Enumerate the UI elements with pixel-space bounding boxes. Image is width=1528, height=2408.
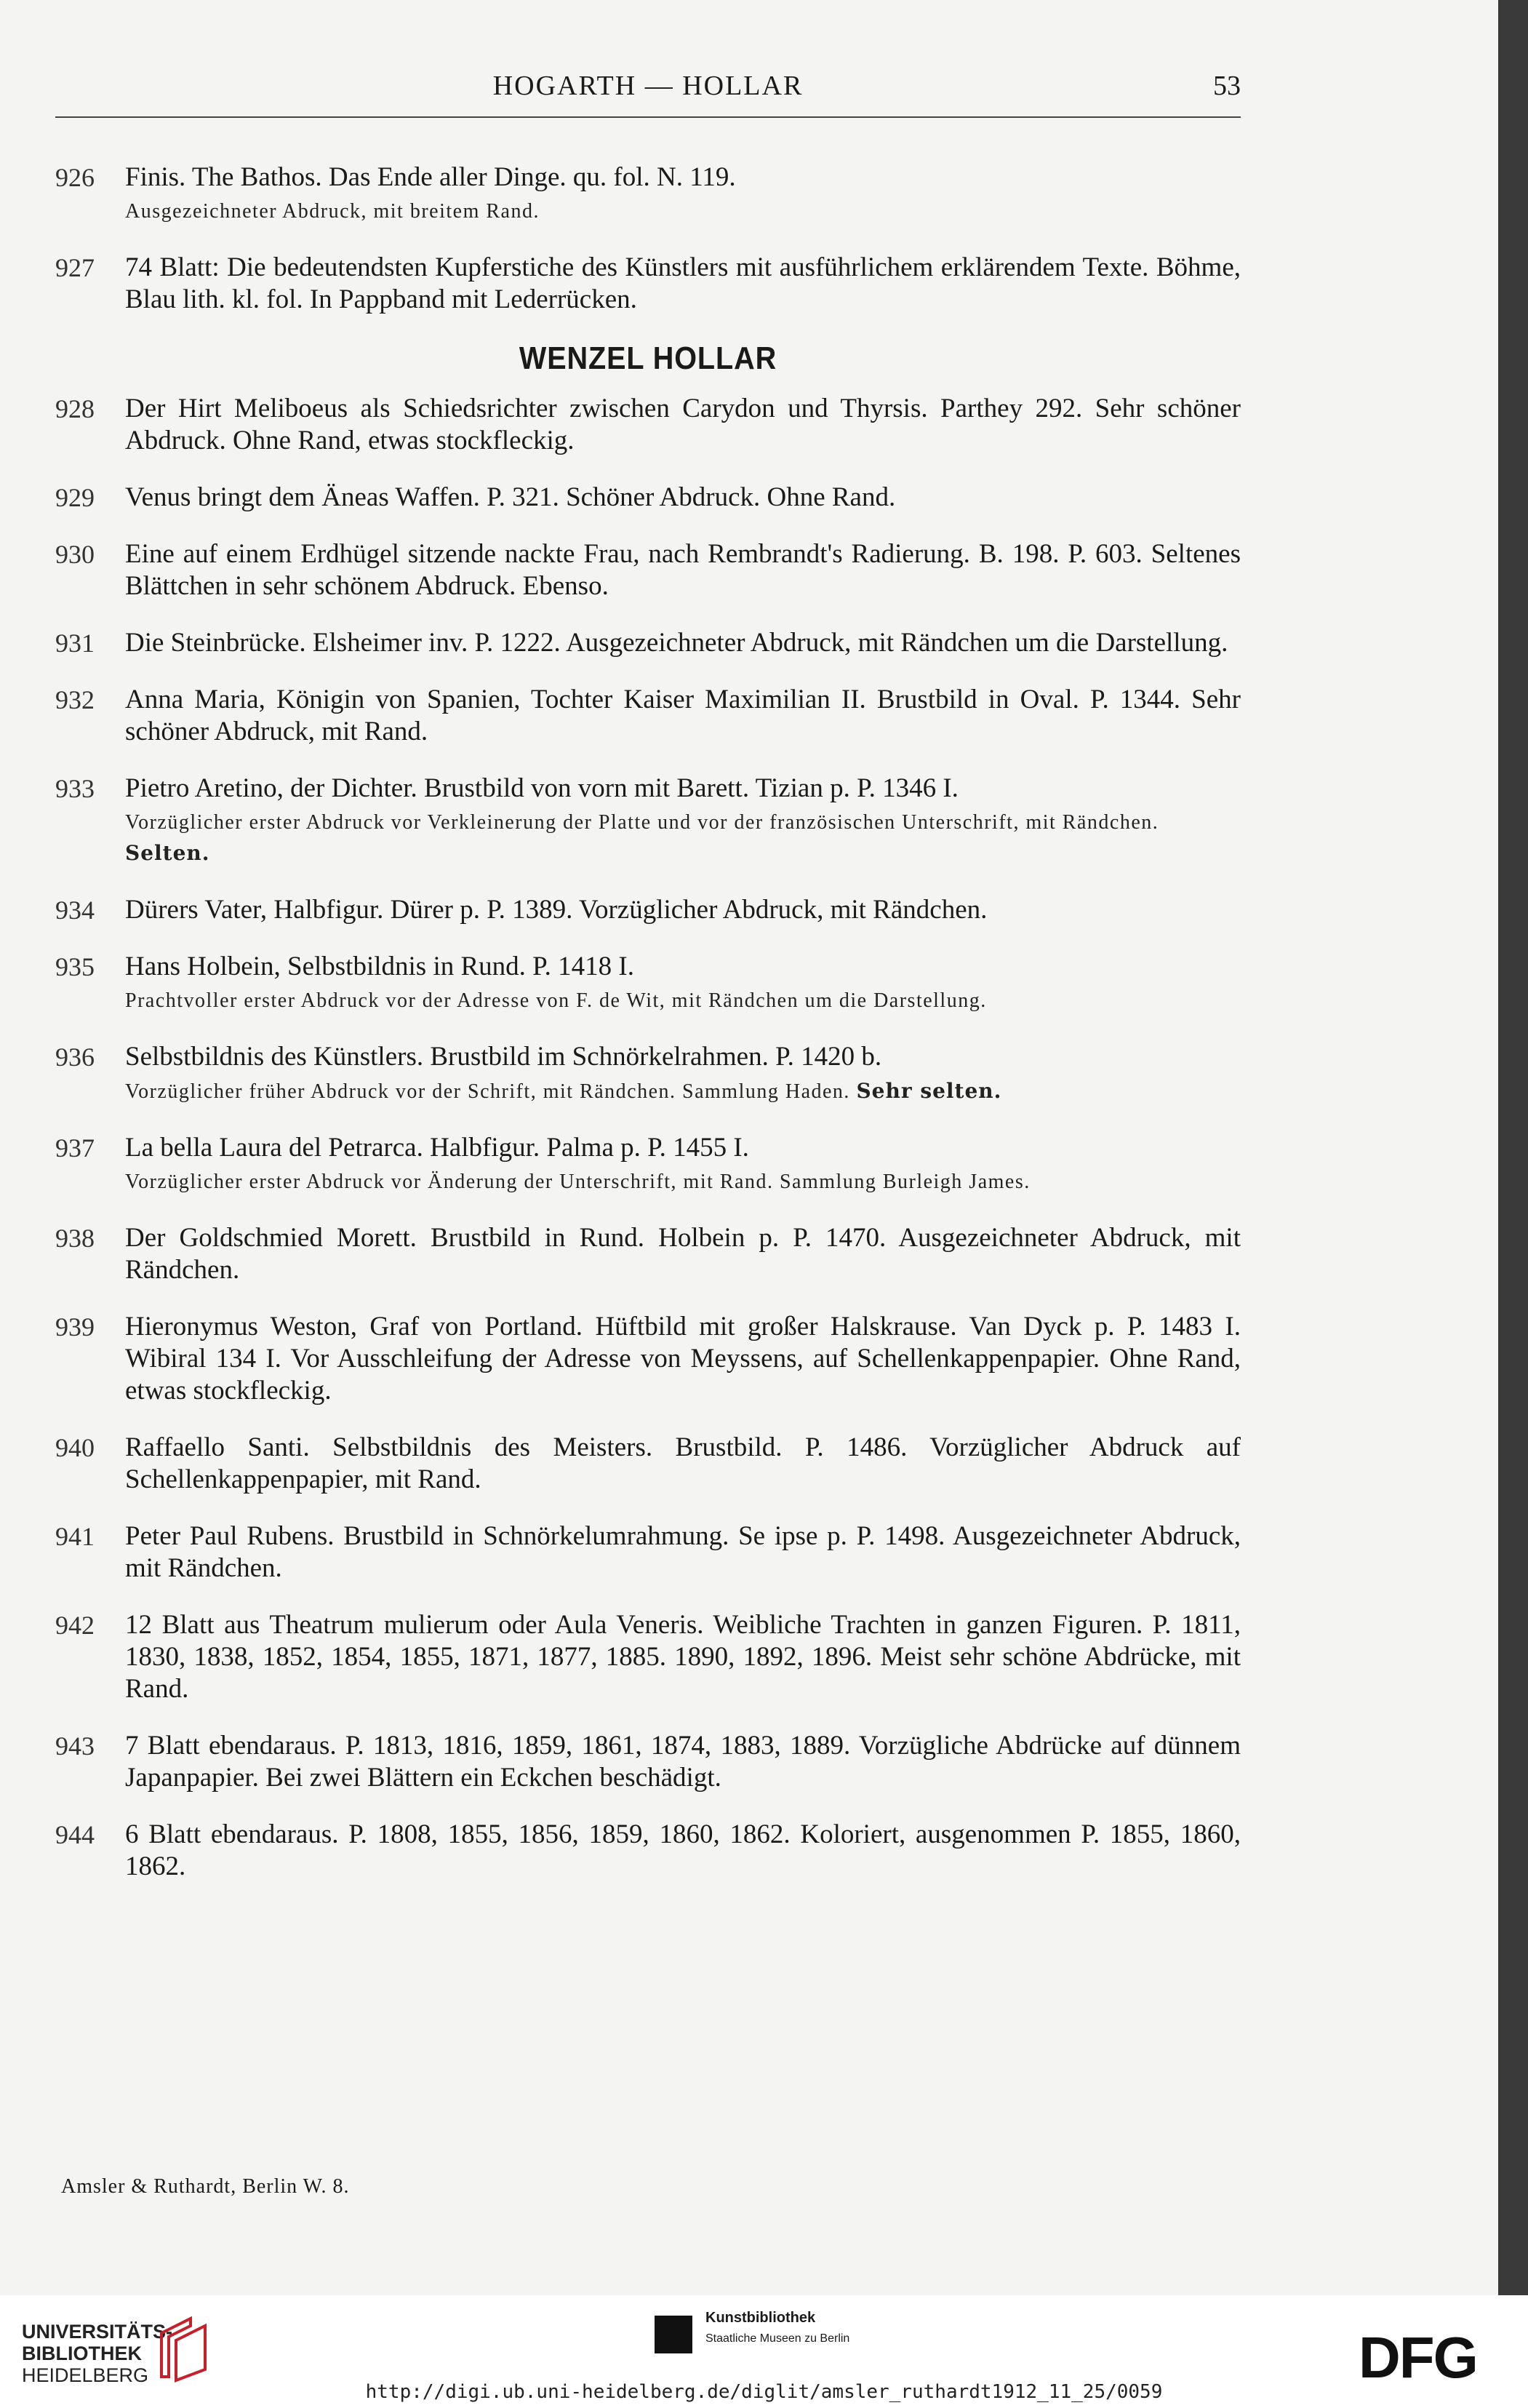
entry-number: 928 <box>55 394 95 423</box>
catalog-entry <box>55 393 1241 457</box>
catalog-entry <box>55 1132 1241 1197</box>
entry-description: Peter Paul Rubens. Brustbild in Schnörkelumrahmung. Se ipse p. P. 1498. Ausgezeichneter Abdruck, mit Rändchen. <box>125 1521 1241 1583</box>
entry-body <box>125 482 1241 514</box>
entry-description: Finis. The Bathos. Das Ende aller Dinge. qu. fol. N. 119. <box>125 162 736 192</box>
catalog-entry <box>55 1311 1241 1407</box>
uni-logo-line1: UNIVERSITÄTS- <box>22 2321 173 2343</box>
catalog-entry <box>55 894 1241 926</box>
entry-body <box>125 162 1241 227</box>
entry-note-emphasis: Sehr selten. <box>856 1079 1002 1103</box>
entry-description: Hieronymus Weston, Graf von Portland. Hüftbild mit großer Halskrause. Van Dyck p. P. 1483 I. Wibiral 134 I. Vor Ausschleifung der Adresse von Meyssens, auf Schellenkappenpapier. Ohne Rand, etwas stockfleckig. <box>125 1312 1241 1406</box>
entry-body <box>125 1041 1241 1107</box>
entry-number: 927 <box>55 253 95 282</box>
entry-note <box>125 986 1241 1016</box>
catalog-entry <box>55 538 1241 602</box>
entry-body <box>125 393 1241 457</box>
entry-number: 933 <box>55 774 95 803</box>
entry-note <box>125 1167 1241 1197</box>
entry-number: 937 <box>55 1133 95 1163</box>
entry-number: 936 <box>55 1042 95 1072</box>
entry-note <box>125 1076 1241 1107</box>
catalog-entry <box>55 627 1241 659</box>
catalog-content <box>55 162 1241 1907</box>
entry-description: Pietro Aretino, der Dichter. Brustbild von vorn mit Barett. Tizian p. P. 1346 I. <box>125 773 959 803</box>
catalog-entry <box>55 1222 1241 1286</box>
kb-subtitle: Staatliche Museen zu Berlin <box>705 2332 850 2345</box>
entry-body <box>125 951 1241 1016</box>
entry-description: La bella Laura del Petrarca. Halbfigur. Palma p. P. 1455 I. <box>125 1133 749 1163</box>
entry-number: 944 <box>55 1820 95 1849</box>
entry-number: 929 <box>55 483 95 512</box>
catalog-entry <box>55 162 1241 227</box>
entry-note-text: Ausgezeichneter Abdruck, mit breitem Rand. <box>125 200 540 223</box>
entry-description: 7 Blatt ebendaraus. P. 1813, 1816, 1859, 1861, 1874, 1883, 1889. Vorzügliche Abdrücke auf dünnem Japanpapier. Bei zwei Blättern ein Eckchen beschädigt. <box>125 1731 1241 1793</box>
dfg-logo[interactable]: DFG <box>1359 2325 1477 2390</box>
entry-number: 926 <box>55 163 95 192</box>
entry-body <box>125 1132 1241 1197</box>
entry-note <box>125 196 1241 227</box>
entry-number: 930 <box>55 540 95 569</box>
scan-edge <box>1498 0 1528 2295</box>
catalog-entry <box>55 1432 1241 1496</box>
entry-number: 941 <box>55 1522 95 1551</box>
entry-description: 12 Blatt aus Theatrum mulierum oder Aula Veneris. Weibliche Trachten in ganzen Figuren. P. 1811, 1830, 1838, 1852, 1854, 1855, 1871, 1877, 1885. 1890, 1892, 1896. Meist sehr schöne Abdrücke, mit Rand. <box>125 1610 1241 1704</box>
uni-logo-line2: BIBLIOTHEK <box>22 2343 142 2364</box>
entry-note-emphasis: Selten. <box>125 841 210 865</box>
catalog-entry <box>55 252 1241 316</box>
entry-number: 942 <box>55 1611 95 1640</box>
entry-body <box>125 1432 1241 1496</box>
entry-description: Der Hirt Meliboeus als Schiedsrichter zwischen Carydon und Thyrsis. Parthey 292. Sehr schöner Abdruck. Ohne Rand, etwas stockfleckig. <box>125 394 1241 455</box>
entry-note <box>125 808 1241 869</box>
entry-description: 74 Blatt: Die bedeutendsten Kupferstiche des Künstlers mit ausführlichem erklärendem Texte. Böhme, Blau lith. kl. fol. In Pappband mit Lederrücken. <box>125 252 1241 314</box>
entry-number: 939 <box>55 1312 95 1341</box>
entry-note-text: Prachtvoller erster Abdruck vor der Adresse von F. de Wit, mit Rändchen um die Darstellung. <box>125 989 987 1012</box>
uni-logo-line3: HEIDELBERG <box>22 2364 149 2386</box>
publisher-imprint: Amsler & Ruthardt, Berlin W. 8. <box>61 2175 350 2198</box>
entry-body <box>125 252 1241 316</box>
entry-number: 932 <box>55 685 95 714</box>
entry-body <box>125 1730 1241 1794</box>
university-emblem-icon <box>154 2311 212 2384</box>
entry-body <box>125 1819 1241 1883</box>
catalog-entry <box>55 1609 1241 1705</box>
catalog-entry <box>55 1819 1241 1883</box>
catalog-entry <box>55 482 1241 514</box>
entry-description: Der Goldschmied Morett. Brustbild in Rund. Holbein p. P. 1470. Ausgezeichneter Abdruck, mit Rändchen. <box>125 1223 1241 1285</box>
entry-body <box>125 538 1241 602</box>
hogarth-entries <box>55 162 1241 316</box>
page-number: 53 <box>1213 71 1241 101</box>
entry-number: 931 <box>55 629 95 658</box>
entry-number: 940 <box>55 1433 95 1462</box>
entry-description: Raffaello Santi. Selbstbildnis des Meisters. Brustbild. P. 1486. Vorzüglicher Abdruck auf Schellenkappenpapier, mit Rand. <box>125 1432 1241 1494</box>
entry-number: 935 <box>55 952 95 981</box>
entry-description: Die Steinbrücke. Elsheimer inv. P. 1222. Ausgezeichneter Abdruck, mit Rändchen um die Darstellung. <box>125 628 1228 658</box>
hollar-entries <box>55 393 1241 1883</box>
university-library-logo[interactable] <box>22 2321 172 2386</box>
catalog-entry <box>55 1730 1241 1794</box>
kb-name: Kunstbibliothek <box>705 2310 816 2326</box>
header-rule <box>55 116 1241 118</box>
entry-description: Selbstbildnis des Künstlers. Brustbild im Schnörkelrahmen. P. 1420 b. <box>125 1042 882 1072</box>
entry-description: 6 Blatt ebendaraus. P. 1808, 1855, 1856, 1859, 1860, 1862. Koloriert, ausgenommen P. 1855, 1860, 1862. <box>125 1819 1241 1881</box>
running-title: HOGARTH — HOLLAR <box>492 71 804 101</box>
kunstbibliothek-square-icon <box>655 2316 692 2353</box>
entry-description: Anna Maria, Königin von Spanien, Tochter Kaiser Maximilian II. Brustbild in Oval. P. 1344. Sehr schöner Abdruck, mit Rand. <box>125 685 1241 746</box>
catalog-entry <box>55 951 1241 1016</box>
catalog-entry <box>55 1041 1241 1107</box>
entry-description: Hans Holbein, Selbstbildnis in Rund. P. 1418 I. <box>125 952 634 981</box>
entry-number: 943 <box>55 1731 95 1761</box>
entry-body <box>125 627 1241 659</box>
catalog-entry <box>55 684 1241 748</box>
entry-number: 934 <box>55 896 95 925</box>
catalog-entry <box>55 1520 1241 1584</box>
entry-note-text: Vorzüglicher erster Abdruck vor Verkleinerung der Platte und vor der französischen Unterschrift, mit Rändchen. <box>125 811 1159 834</box>
entry-body <box>125 773 1241 869</box>
entry-body <box>125 1311 1241 1407</box>
running-header <box>55 70 1241 113</box>
entry-description: Dürers Vater, Halbfigur. Dürer p. P. 1389. Vorzüglicher Abdruck, mit Rändchen. <box>125 895 988 925</box>
entry-number: 938 <box>55 1224 95 1253</box>
permalink-url[interactable]: http://digi.ub.uni-heidelberg.de/diglit/amsler_ruthardt1912_11_25/0059 <box>365 2381 1163 2403</box>
entry-body <box>125 1609 1241 1705</box>
entry-note-text: Vorzüglicher früher Abdruck vor der Schrift, mit Rändchen. Sammlung Haden. <box>125 1080 850 1103</box>
entry-body <box>125 894 1241 926</box>
entry-description: Eine auf einem Erdhügel sitzende nackte Frau, nach Rembrandt's Radierung. B. 198. P. 603. Seltenes Blättchen in sehr schönem Abdruck. Ebenso. <box>125 539 1241 601</box>
catalog-entry <box>55 773 1241 869</box>
digitization-footer <box>0 2295 1528 2408</box>
entry-body <box>125 684 1241 748</box>
entry-body <box>125 1520 1241 1584</box>
kunstbibliothek-text <box>705 2310 924 2345</box>
entry-note-text: Vorzüglicher erster Abdruck vor Änderung der Unterschrift, mit Rand. Sammlung Burleigh James. <box>125 1171 1031 1193</box>
entry-description: Venus bringt dem Äneas Waffen. P. 321. Schöner Abdruck. Ohne Rand. <box>125 482 896 512</box>
entry-body <box>125 1222 1241 1286</box>
section-heading: WENZEL HOLLAR <box>519 340 777 376</box>
